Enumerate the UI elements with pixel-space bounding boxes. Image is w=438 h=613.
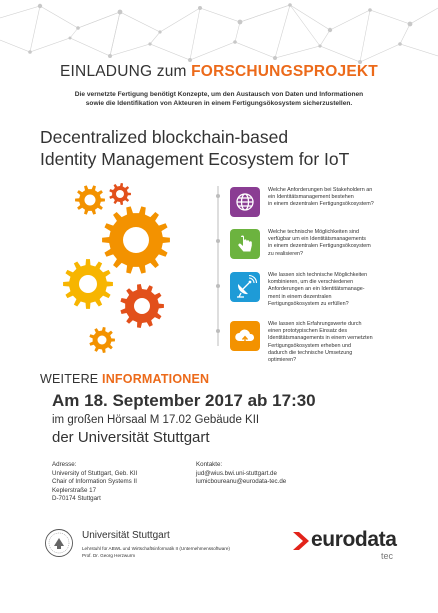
event-date: Am 18. September 2017 ab 17:30: [52, 391, 316, 410]
question-line: Fertigungsökosystem zu erfüllen?: [268, 300, 349, 307]
address-block: [52, 461, 202, 504]
question-line: optimieren?: [268, 357, 297, 364]
contact-block: [196, 461, 366, 487]
gear-mid-orange-icon: [120, 284, 163, 328]
chevron-right-icon: [293, 532, 309, 550]
question-line: Fertigungsökosystem erheben und: [268, 342, 352, 349]
satellite-dish-icon: [230, 272, 260, 302]
question-line: Welche Anforderungen bei Stakeholdern an: [268, 187, 373, 193]
question-item: [230, 321, 420, 364]
headline-invitation: EINLADUNG zum: [60, 63, 192, 80]
event-university: der Universität Stuttgart: [52, 429, 210, 446]
more-info-heading: [40, 372, 209, 386]
title-line: Decentralized blockchain-based: [40, 127, 289, 147]
eurodata-tec: tec: [381, 551, 394, 561]
gear-large-icon: [102, 206, 170, 273]
network-graphic: [0, 0, 438, 70]
gear-small-orange-icon: [75, 185, 105, 214]
contact-label: Kontakte:: [196, 461, 223, 468]
question-line: zu realisieren?: [268, 250, 304, 257]
cloud-upload-icon: [230, 321, 260, 351]
question-line: dadurch die technische Umsetzung: [268, 349, 353, 356]
question-item: [230, 229, 420, 259]
title-line: Identity Management Ecosystem for IoT: [40, 149, 350, 169]
intro-line: Die vernetzte Fertigung benötigt Konzepte, um den Austausch von Daten und Informationen: [74, 91, 364, 98]
address-line: D-70174 Stuttgart: [52, 495, 101, 503]
question-line: ein Identitätsmanagement bestehen: [268, 194, 354, 201]
gear-tiny-red-icon: [89, 327, 115, 353]
headline-project: FORSCHUNGSPROJEKT: [191, 63, 378, 80]
question-line: ment in einem dezentralen: [268, 293, 332, 300]
question-line: Wie lassen sich Erfahrungswerte durch: [268, 321, 362, 327]
address-line: Keplerstraße 17: [52, 486, 97, 494]
question-text: [268, 321, 428, 364]
question-item: [230, 272, 420, 307]
gears-illustration: [44, 180, 204, 365]
more-info-part1: WEITERE: [40, 372, 103, 386]
contact-email[interactable]: jud@wius.bwi.uni-stuttgart.de: [196, 469, 277, 477]
question-item: [230, 187, 420, 217]
question-line: verfügbar um ein Identitätsmanagements: [268, 236, 366, 243]
question-line: Welche technische Möglichkeiten sind: [268, 229, 359, 235]
question-text: [268, 187, 428, 209]
gear-yellow-icon: [63, 259, 113, 309]
university-name: Universität Stuttgart: [82, 530, 170, 541]
pointer-hand-icon: [230, 229, 260, 259]
contact-email[interactable]: lumicboureanu@eurodata-tec.de: [196, 478, 287, 486]
timeline-line: [216, 186, 220, 346]
question-line: Wie lassen sich technische Möglichkeiten: [268, 272, 368, 278]
globe-icon: [230, 187, 260, 217]
question-text: [268, 229, 428, 258]
intro-text: [30, 90, 408, 108]
question-line: Anforderungen an ein Identitätsmanage-: [268, 286, 365, 293]
question-line: in einem dezentralen Fertigungsökosystem?: [268, 201, 374, 208]
university-seal-icon: [44, 528, 74, 558]
question-text: [268, 272, 428, 308]
university-professor: Prof. Dr. Georg Herzwurm: [82, 553, 136, 558]
question-line: Identitätsmanagements in einem vernetzten: [268, 335, 373, 342]
question-line: einen prototypischen Einsatz des: [268, 328, 348, 335]
invitation-headline: [0, 63, 438, 81]
question-line: in einem dezentralen Fertigungsökosystem: [268, 243, 371, 250]
more-info-part2: INFORMATIONEN: [102, 372, 210, 386]
question-line: kombinieren, um die verschiedenen: [268, 279, 354, 286]
eurodata-logo: [293, 528, 413, 564]
project-title: [40, 126, 400, 170]
address-line: Chair of Information Systems II: [52, 478, 137, 486]
event-room: im großen Hörsaal M 17.02 Gebäude KII: [52, 414, 260, 426]
address-label: Adresse:: [52, 461, 77, 468]
eurodata-name: eurodata: [311, 528, 397, 551]
university-chair: Lehrstuhl für ABWL und Wirtschaftsinformatik II (Unternehmenssoftware): [82, 546, 230, 551]
gear-small-red-icon: [109, 183, 131, 205]
intro-line: sowie die Identifikation von Akteuren in einem Fertigungsökosystem sicherzustellen.: [85, 100, 353, 107]
address-line: University of Stuttgart, Geb. KII: [52, 469, 138, 477]
